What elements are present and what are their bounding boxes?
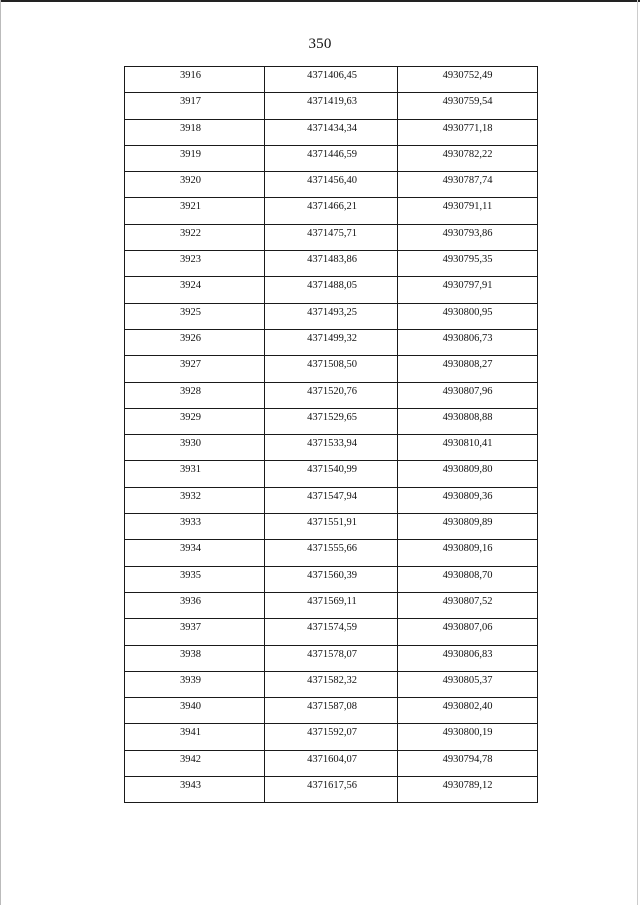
y-coordinate-cell: 4930809,16: [398, 540, 538, 566]
y-coordinate-cell: 4930795,35: [398, 251, 538, 277]
table-row: [125, 277, 538, 303]
y-coordinate-cell: 4930809,36: [398, 487, 538, 513]
coordinates-table: [124, 66, 538, 803]
x-coordinate-cell: 4371456,40: [265, 172, 398, 198]
point-number-cell: 3932: [125, 487, 265, 513]
y-coordinate-cell: 4930794,78: [398, 750, 538, 776]
table-row: [125, 198, 538, 224]
y-coordinate-cell: 4930808,88: [398, 408, 538, 434]
point-number-cell: 3924: [125, 277, 265, 303]
x-coordinate-cell: 4371582,32: [265, 671, 398, 697]
point-number-cell: 3925: [125, 303, 265, 329]
point-number-cell: 3937: [125, 619, 265, 645]
y-coordinate-cell: 4930808,27: [398, 356, 538, 382]
y-coordinate-cell: 4930805,37: [398, 671, 538, 697]
page-number: 350: [308, 36, 332, 52]
x-coordinate-cell: 4371529,65: [265, 408, 398, 434]
y-coordinate-cell: 4930771,18: [398, 119, 538, 145]
point-number-cell: 3935: [125, 566, 265, 592]
point-number-cell: 3920: [125, 172, 265, 198]
point-number-cell: 3943: [125, 777, 265, 803]
table-row: [125, 750, 538, 776]
table-row: [125, 119, 538, 145]
point-number-cell: 3919: [125, 145, 265, 171]
x-coordinate-cell: 4371592,07: [265, 724, 398, 750]
point-number-cell: 3921: [125, 198, 265, 224]
table-row: [125, 619, 538, 645]
y-coordinate-cell: 4930802,40: [398, 698, 538, 724]
point-number-cell: 3927: [125, 356, 265, 382]
table-row: [125, 303, 538, 329]
point-number-cell: 3939: [125, 671, 265, 697]
table-row: [125, 435, 538, 461]
x-coordinate-cell: 4371587,08: [265, 698, 398, 724]
point-number-cell: 3936: [125, 592, 265, 618]
x-coordinate-cell: 4371520,76: [265, 382, 398, 408]
x-coordinate-cell: 4371547,94: [265, 487, 398, 513]
x-coordinate-cell: 4371475,71: [265, 224, 398, 250]
point-number-cell: 3926: [125, 329, 265, 355]
page-top-edge: [0, 0, 640, 2]
y-coordinate-cell: 4930807,52: [398, 592, 538, 618]
table-row: [125, 329, 538, 355]
y-coordinate-cell: 4930800,19: [398, 724, 538, 750]
point-number-cell: 3931: [125, 461, 265, 487]
table-row: [125, 540, 538, 566]
table-row: [125, 566, 538, 592]
y-coordinate-cell: 4930782,22: [398, 145, 538, 171]
y-coordinate-cell: 4930809,89: [398, 514, 538, 540]
y-coordinate-cell: 4930807,96: [398, 382, 538, 408]
x-coordinate-cell: 4371483,86: [265, 251, 398, 277]
x-coordinate-cell: 4371419,63: [265, 93, 398, 119]
y-coordinate-cell: 4930791,11: [398, 198, 538, 224]
x-coordinate-cell: 4371560,39: [265, 566, 398, 592]
y-coordinate-cell: 4930752,49: [398, 67, 538, 93]
point-number-cell: 3934: [125, 540, 265, 566]
x-coordinate-cell: 4371466,21: [265, 198, 398, 224]
x-coordinate-cell: 4371488,05: [265, 277, 398, 303]
y-coordinate-cell: 4930807,06: [398, 619, 538, 645]
page-right-edge: [637, 0, 638, 905]
page-left-edge: [0, 0, 1, 905]
table-row: [125, 224, 538, 250]
point-number-cell: 3922: [125, 224, 265, 250]
x-coordinate-cell: 4371604,07: [265, 750, 398, 776]
point-number-cell: 3923: [125, 251, 265, 277]
x-coordinate-cell: 4371540,99: [265, 461, 398, 487]
x-coordinate-cell: 4371569,11: [265, 592, 398, 618]
x-coordinate-cell: 4371551,91: [265, 514, 398, 540]
y-coordinate-cell: 4930800,95: [398, 303, 538, 329]
y-coordinate-cell: 4930806,83: [398, 645, 538, 671]
y-coordinate-cell: 4930759,54: [398, 93, 538, 119]
table-row: [125, 777, 538, 803]
table-row: [125, 251, 538, 277]
x-coordinate-cell: 4371446,59: [265, 145, 398, 171]
table-row: [125, 592, 538, 618]
y-coordinate-cell: 4930797,91: [398, 277, 538, 303]
table-row: [125, 145, 538, 171]
x-coordinate-cell: 4371499,32: [265, 329, 398, 355]
y-coordinate-cell: 4930808,70: [398, 566, 538, 592]
point-number-cell: 3942: [125, 750, 265, 776]
point-number-cell: 3933: [125, 514, 265, 540]
point-number-cell: 3918: [125, 119, 265, 145]
table-row: [125, 172, 538, 198]
point-number-cell: 3917: [125, 93, 265, 119]
x-coordinate-cell: 4371434,34: [265, 119, 398, 145]
table-row: [125, 93, 538, 119]
table-row: [125, 671, 538, 697]
y-coordinate-cell: 4930787,74: [398, 172, 538, 198]
x-coordinate-cell: 4371493,25: [265, 303, 398, 329]
x-coordinate-cell: 4371617,56: [265, 777, 398, 803]
table-row: [125, 408, 538, 434]
table-row: [125, 698, 538, 724]
x-coordinate-cell: 4371578,07: [265, 645, 398, 671]
y-coordinate-cell: 4930809,80: [398, 461, 538, 487]
point-number-cell: 3916: [125, 67, 265, 93]
table-row: [125, 461, 538, 487]
table-row: [125, 382, 538, 408]
coordinates-table-body: [125, 67, 538, 803]
table-row: [125, 487, 538, 513]
x-coordinate-cell: 4371574,59: [265, 619, 398, 645]
y-coordinate-cell: 4930793,86: [398, 224, 538, 250]
x-coordinate-cell: 4371533,94: [265, 435, 398, 461]
point-number-cell: 3929: [125, 408, 265, 434]
point-number-cell: 3940: [125, 698, 265, 724]
table-row: [125, 724, 538, 750]
table-row: [125, 67, 538, 93]
x-coordinate-cell: 4371406,45: [265, 67, 398, 93]
x-coordinate-cell: 4371508,50: [265, 356, 398, 382]
point-number-cell: 3930: [125, 435, 265, 461]
y-coordinate-cell: 4930806,73: [398, 329, 538, 355]
y-coordinate-cell: 4930789,12: [398, 777, 538, 803]
point-number-cell: 3928: [125, 382, 265, 408]
table-row: [125, 356, 538, 382]
point-number-cell: 3938: [125, 645, 265, 671]
point-number-cell: 3941: [125, 724, 265, 750]
y-coordinate-cell: 4930810,41: [398, 435, 538, 461]
table-row: [125, 514, 538, 540]
x-coordinate-cell: 4371555,66: [265, 540, 398, 566]
table-row: [125, 645, 538, 671]
